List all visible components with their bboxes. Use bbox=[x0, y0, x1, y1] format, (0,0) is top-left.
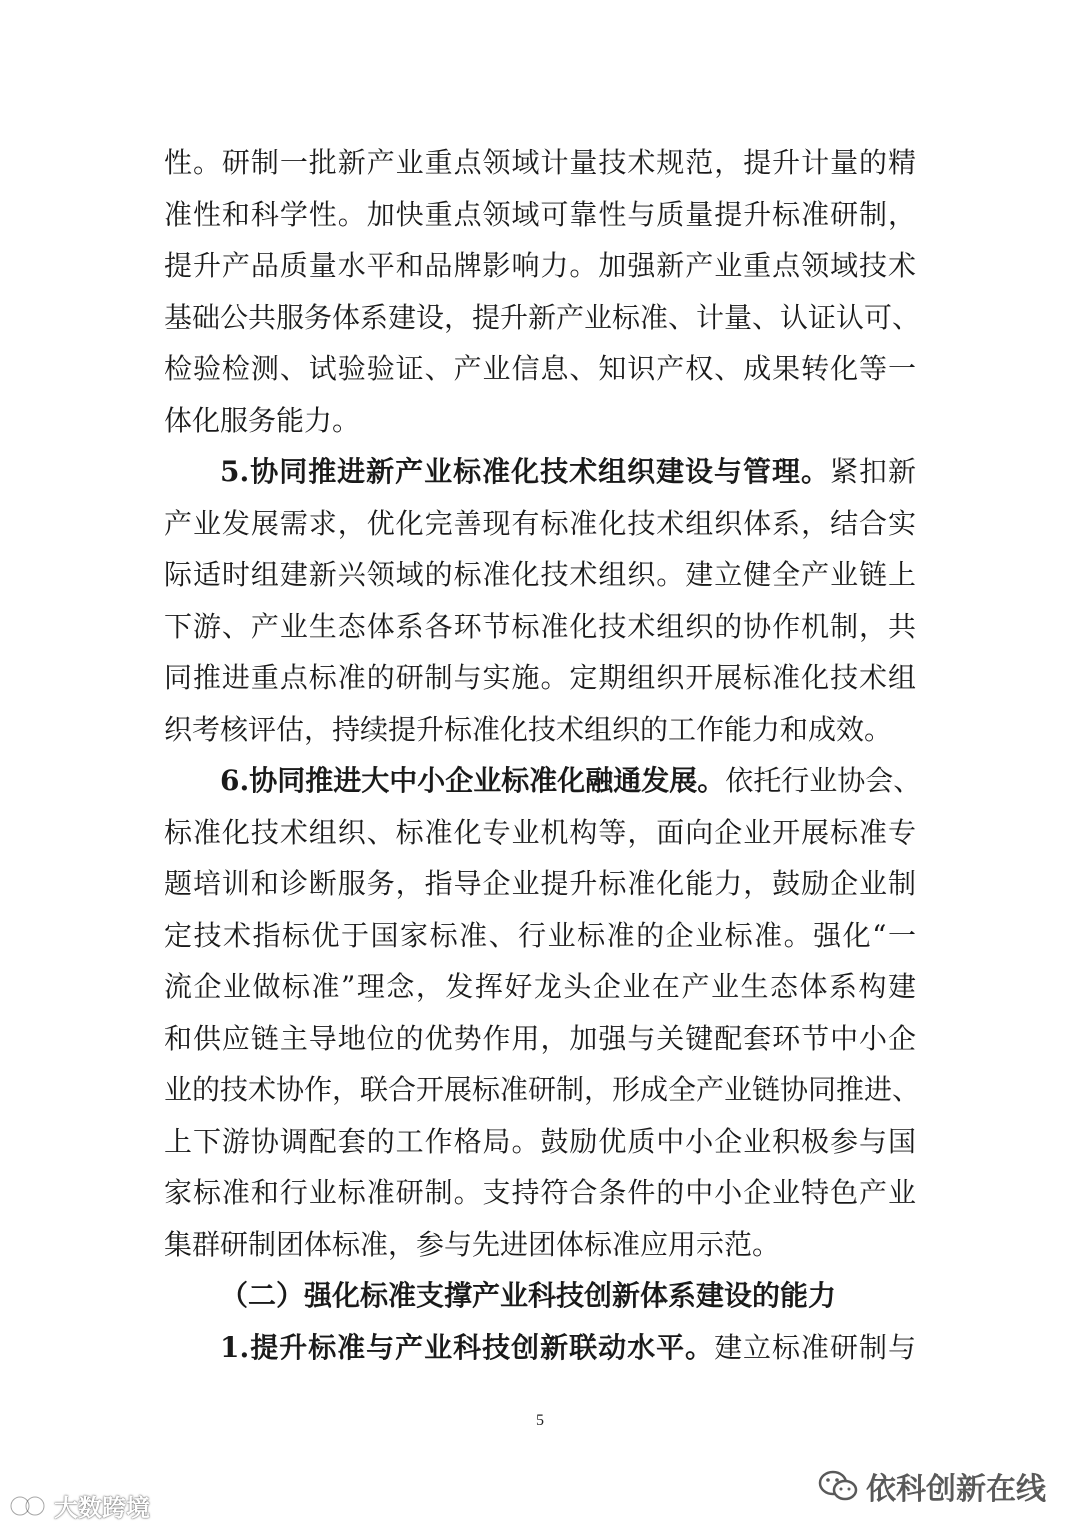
paragraph-line: 下游、产业生态体系各环节标准化技术组织的协作机制，共 bbox=[164, 609, 916, 643]
paragraph-line: 检验检测、试验验证、产业信息、知识产权、成果转化等一 bbox=[164, 352, 916, 385]
paragraph-line: 标准化技术组织、标准化专业机构等，面向企业开展标准专 bbox=[164, 815, 916, 849]
watermark-logo-icon bbox=[8, 1492, 48, 1520]
paragraph-line: 家标准和行业标准研制。支持符合条件的中小企业特色产业 bbox=[164, 1176, 916, 1209]
section-6-first-line bbox=[164, 755, 922, 807]
paragraph-line: 准性和科学性。加快重点领域可靠性与质量提升标准研制， bbox=[164, 197, 916, 231]
subheading: （二）强化标准支撑产业科技创新体系建设的能力 bbox=[220, 1279, 837, 1312]
paragraph-line: 际适时组建新兴领域的标准化技术组织。建立健全产业链上 bbox=[164, 558, 916, 591]
section-2-1-first-line-rest: 建立标准研制与 bbox=[714, 1330, 916, 1364]
paragraph-line: 业的技术协作，联合开展标准研制，形成全产业链协同推进、 bbox=[164, 1073, 921, 1106]
paragraph-line: 同推进重点标准的研制与实施。定期组织开展标准化技术组 bbox=[164, 661, 916, 694]
section-5-lead: 5.协同推进新产业标准化技术组织建设与管理。 bbox=[220, 455, 831, 488]
body-text bbox=[164, 137, 922, 1373]
watermark-right bbox=[818, 1464, 1046, 1508]
paragraph-line: 定技术指标优于国家标准、行业标准的企业标准。强化“一 bbox=[164, 918, 916, 952]
section-5-first-line bbox=[164, 446, 916, 498]
paragraph-line: 性。研制一批新产业重点领域计量技术规范，提升计量的精 bbox=[164, 146, 916, 179]
watermark-right-text: 依科创新在线 bbox=[866, 1472, 1046, 1507]
paragraph-line: 织考核评估，持续提升标准化技术组织的工作能力和成效。 bbox=[164, 712, 893, 746]
paragraph-line: 题培训和诊断服务，指导企业提升标准化能力，鼓励企业制 bbox=[164, 867, 916, 900]
paragraph-line: 集群研制团体标准，参与先进团体标准应用示范。 bbox=[164, 1227, 781, 1261]
section-2-1-lead: 1.提升标准与产业科技创新联动水平。 bbox=[220, 1330, 715, 1364]
paragraph-line: 体化服务能力。 bbox=[164, 403, 361, 437]
paragraph-line: 基础公共服务体系建设，提升新产业标准、计量、认证认可、 bbox=[164, 300, 921, 334]
paragraph-line: 产业发展需求，优化完善现有标准化技术组织体系，结合实 bbox=[164, 506, 916, 540]
section-2-1-first-line bbox=[164, 1322, 916, 1374]
page-number: 5 bbox=[536, 1412, 544, 1429]
watermark-left-text: 大数跨境 bbox=[54, 1494, 150, 1522]
section-6-lead: 6.协同推进大中小企业标准化融通发展。 bbox=[220, 764, 726, 797]
paragraph-line: 流企业做标准”理念，发挥好龙头企业在产业生态体系构建 bbox=[164, 970, 916, 1003]
paragraph-line: 上下游协调配套的工作格局。鼓励优质中小企业积极参与国 bbox=[164, 1124, 916, 1158]
section-5-first-line-rest: 紧扣新 bbox=[830, 455, 916, 488]
paragraph-line: 和供应链主导地位的优势作用，加强与关键配套环节中小企 bbox=[164, 1021, 916, 1055]
paragraph-line: 提升产品质量水平和品牌影响力。加强新产业重点领域技术 bbox=[164, 249, 916, 282]
wechat-icon bbox=[818, 1469, 858, 1503]
section-6-first-line-rest: 依托行业协会、 bbox=[725, 764, 922, 797]
watermark-left bbox=[8, 1488, 150, 1523]
